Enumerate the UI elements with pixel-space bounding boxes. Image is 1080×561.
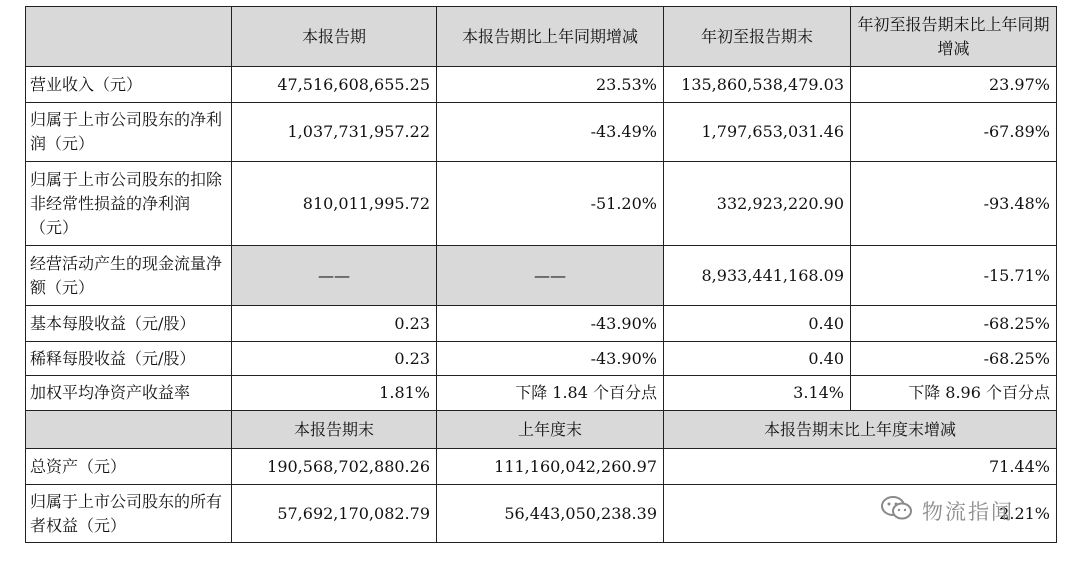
watermark-text: 物流指闻 <box>922 499 1014 524</box>
row-label: 经营活动产生的现金流量净额（元） <box>26 246 232 306</box>
table-row <box>26 162 1057 246</box>
cell-ytd: 3.14% <box>664 376 851 411</box>
cell-current-period: 1,037,731,957.22 <box>232 103 437 162</box>
subheader-blank-cell <box>26 411 232 449</box>
cell-current-period-yoy: -51.20% <box>437 162 664 246</box>
subheader-prior-year-end: 上年度末 <box>437 411 664 449</box>
row-label: 归属于上市公司股东的净利润（元） <box>26 103 232 162</box>
cell-ytd-yoy: -68.25% <box>851 342 1057 376</box>
financial-summary-table <box>25 6 1057 543</box>
header-ytd: 年初至报告期末 <box>664 7 851 67</box>
cell-ytd-yoy: -93.48% <box>851 162 1057 246</box>
cell-ytd: 0.40 <box>664 306 851 342</box>
subheader-change: 本报告期末比上年度末增减 <box>664 411 1057 449</box>
cell-ytd: 8,933,441,168.09 <box>664 246 851 306</box>
header-current-period: 本报告期 <box>232 7 437 67</box>
table-row <box>26 342 1057 376</box>
cell-ytd-yoy: 23.97% <box>851 67 1057 103</box>
table-subheader-row <box>26 411 1057 449</box>
cell-current-period-yoy: -43.49% <box>437 103 664 162</box>
cell-current-period-yoy: 下降 1.84 个百分点 <box>437 376 664 411</box>
cell-current-period-yoy: 23.53% <box>437 67 664 103</box>
cell-current-period: 0.23 <box>232 342 437 376</box>
subheader-period-end: 本报告期末 <box>232 411 437 449</box>
table-header-row <box>26 7 1057 67</box>
cell-ytd: 0.40 <box>664 342 851 376</box>
cell-ytd-yoy: -15.71% <box>851 246 1057 306</box>
cell-current-period: 810,011,995.72 <box>232 162 437 246</box>
row-label: 归属于上市公司股东的扣除非经常性损益的净利润（元） <box>26 162 232 246</box>
table-row <box>26 306 1057 342</box>
cell-prior-year-end: 111,160,042,260.97 <box>437 449 664 485</box>
cell-current-period-yoy: —— <box>437 246 664 306</box>
cell-current-period: 0.23 <box>232 306 437 342</box>
row-label: 总资产（元） <box>26 449 232 485</box>
cell-ytd: 1,797,653,031.46 <box>664 103 851 162</box>
cell-ytd-yoy: -67.89% <box>851 103 1057 162</box>
table-row <box>26 103 1057 162</box>
table-row <box>26 67 1057 103</box>
header-current-period-yoy: 本报告期比上年同期增减 <box>437 7 664 67</box>
cell-current-period-yoy: -43.90% <box>437 306 664 342</box>
wechat-icon <box>880 494 922 527</box>
cell-ytd-yoy: -68.25% <box>851 306 1057 342</box>
cell-ytd-yoy: 下降 8.96 个百分点 <box>851 376 1057 411</box>
header-ytd-yoy: 年初至报告期末比上年同期增减 <box>851 7 1057 67</box>
cell-current-period: 1.81% <box>232 376 437 411</box>
cell-change: 71.44% <box>664 449 1057 485</box>
row-label: 基本每股收益（元/股） <box>26 306 232 342</box>
row-label: 归属于上市公司股东的所有者权益（元） <box>26 485 232 543</box>
cell-period-end: 190,568,702,880.26 <box>232 449 437 485</box>
table-row <box>26 246 1057 306</box>
row-label: 稀释每股收益（元/股） <box>26 342 232 376</box>
cell-ytd: 332,923,220.90 <box>664 162 851 246</box>
cell-current-period: 47,516,608,655.25 <box>232 67 437 103</box>
cell-prior-year-end: 56,443,050,238.39 <box>437 485 664 543</box>
cell-current-period: —— <box>232 246 437 306</box>
table-row <box>26 449 1057 485</box>
header-blank-cell <box>26 7 232 67</box>
row-label: 营业收入（元） <box>26 67 232 103</box>
row-label: 加权平均净资产收益率 <box>26 376 232 411</box>
cell-change: 2.21% <box>664 485 1057 543</box>
cell-current-period-yoy: -43.90% <box>437 342 664 376</box>
watermark <box>880 494 1014 527</box>
cell-ytd: 135,860,538,479.03 <box>664 67 851 103</box>
table-row <box>26 376 1057 411</box>
cell-period-end: 57,692,170,082.79 <box>232 485 437 543</box>
